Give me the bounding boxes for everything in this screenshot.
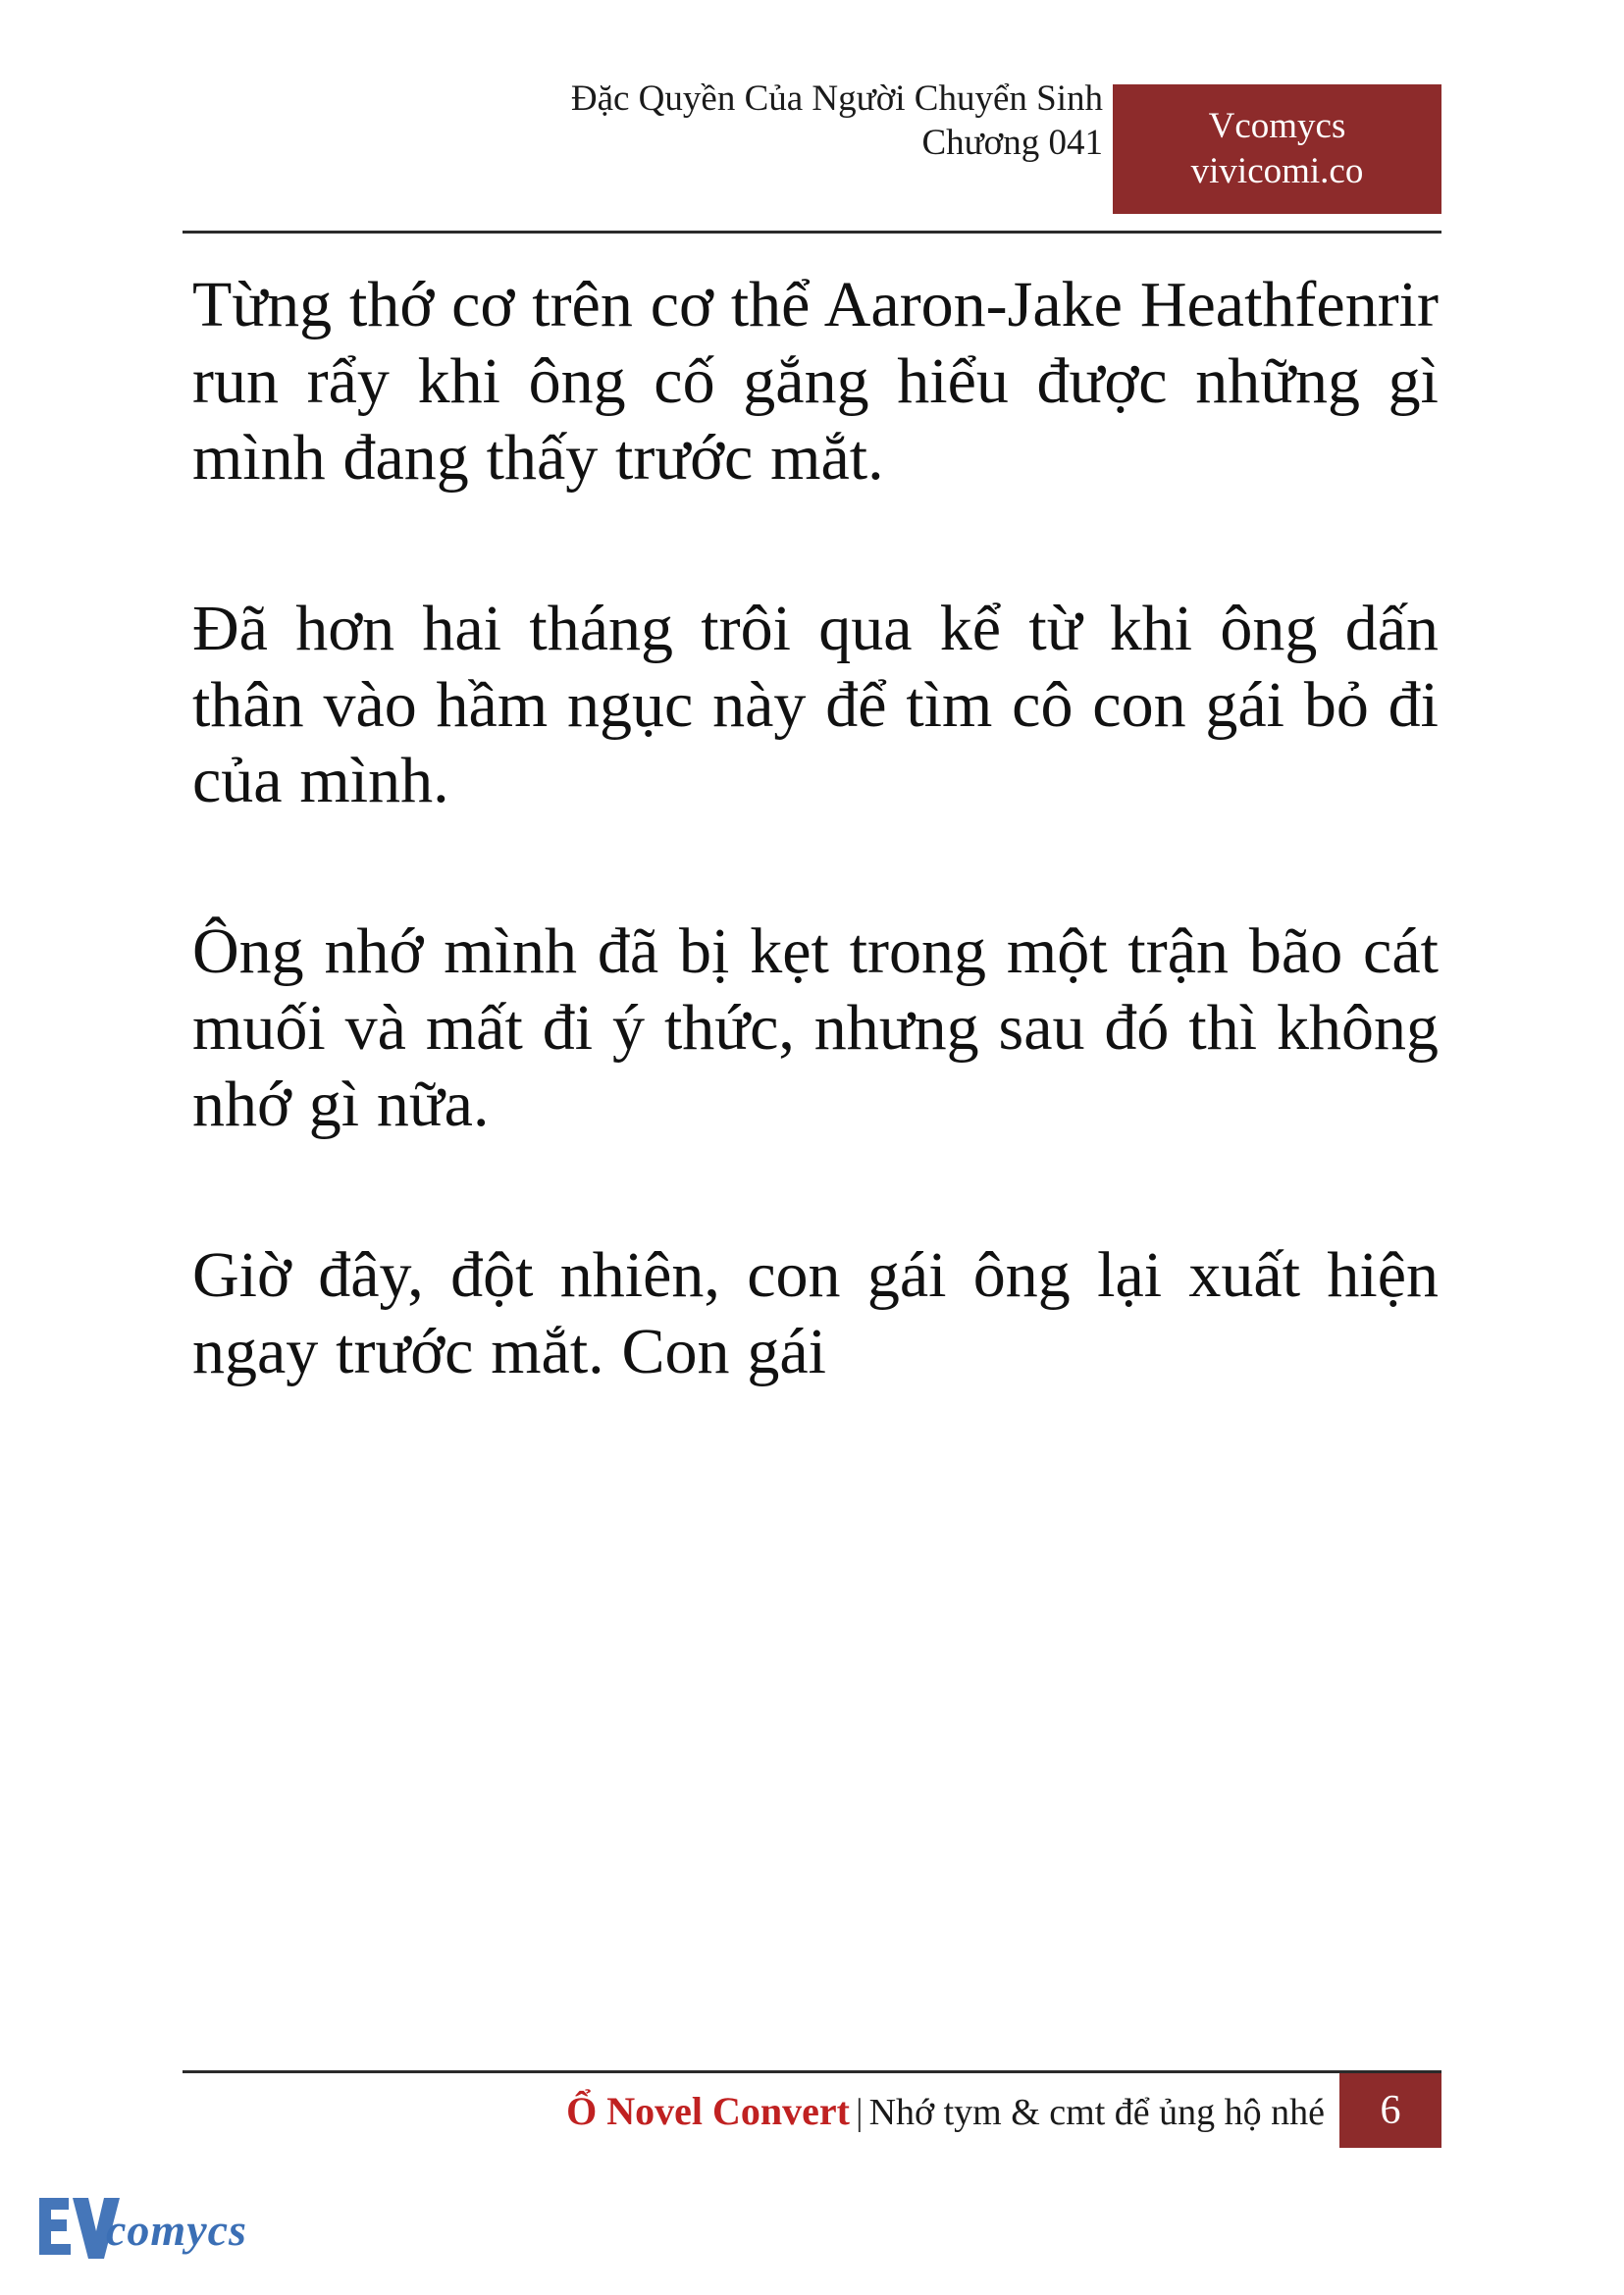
footer-note: Nhớ tym & cmt để ủng hộ nhé	[868, 2092, 1325, 2133]
page-content	[192, 267, 1439, 1390]
footer-brand: Ổ Novel Convert	[566, 2089, 850, 2133]
watermark-label: comycs	[106, 2205, 247, 2255]
paragraph: Từng thớ cơ trên cơ thể Aaron-Jake Heathfenrir run rẩy khi ông cố gắng hiểu được những gì mình đang thấy trước mắt.	[192, 269, 1439, 494]
book-title: Đặc Quyền Của Người Chuyển Sinh	[570, 78, 1103, 119]
site-url: vivicomi.co	[1190, 151, 1364, 191]
footer-text-block	[566, 2079, 1325, 2145]
header-title-block	[571, 77, 1103, 165]
paragraph: Giờ đây, đột nhiên, con gái ông lại xuất hiện ngay trước mắt. Con gái	[192, 1238, 1439, 1387]
paragraph: Đã hơn hai tháng trôi qua kể từ khi ông dấn thân vào hầm ngục này để tìm cô con gái bỏ đi của mình.	[192, 592, 1439, 817]
chapter-title: Chương 041	[921, 123, 1103, 164]
footer-separator: |	[855, 2092, 864, 2133]
paragraph: Ông nhớ mình đã bị kẹt trong một trận bão cát muối và mất đi ý thức, nhưng sau đó thì không nhớ gì nữa.	[192, 915, 1439, 1140]
site-name: Vcomycs	[1208, 105, 1346, 146]
header-divider	[183, 231, 1441, 234]
page-header	[183, 77, 1441, 229]
page-footer	[183, 2073, 1441, 2148]
vcomycs-watermark	[35, 2190, 261, 2267]
page-number-badge: 6	[1339, 2073, 1441, 2148]
site-badge	[1113, 84, 1441, 214]
